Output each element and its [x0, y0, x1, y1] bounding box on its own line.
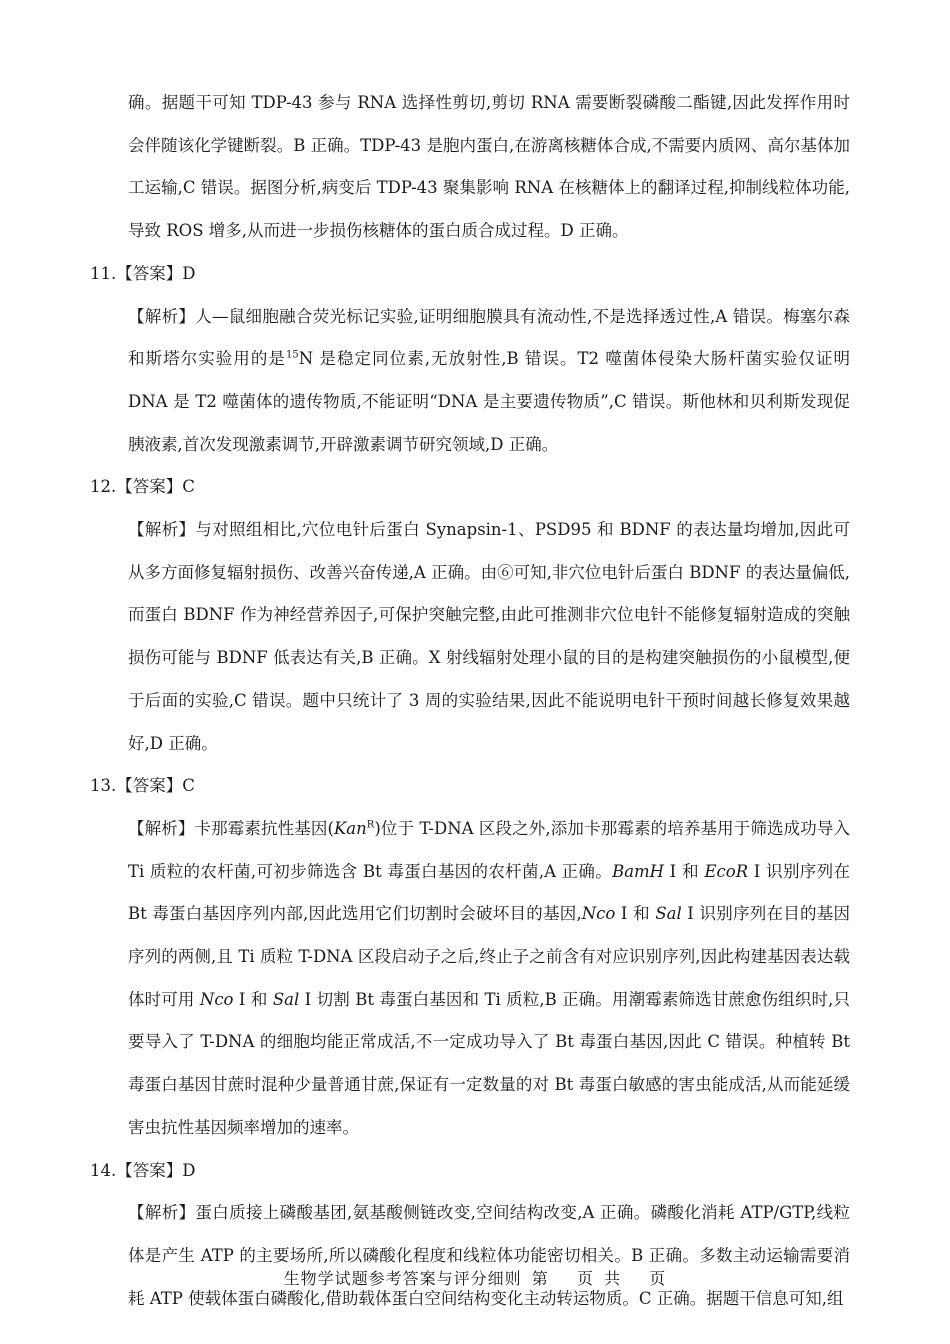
q14-analysis: 【解析】蛋白质接上磷酸基团,氨基酸侧链改变,空间结构改变,A 正确。磷酸化消耗 ATP/GTP,线粒体是产生 ATP 的主要场所,所以磷酸化程度和线粒体功能密切相关。B 正确。多数主动运输需要消耗 ATP 使载体蛋白磷酸化,借助载体蛋白空间结构变化主动转运物质。C 正确。据题干信息可知,组 [128, 1203, 850, 1308]
q13-answer: 13.【答案】C [90, 776, 195, 796]
sal-enzyme: Sal [655, 904, 682, 924]
ecor-enzyme: EcoR [704, 861, 749, 881]
q11-answer: 11.【答案】D [90, 263, 196, 283]
q11-analysis [90, 296, 850, 467]
q13-part3: Ⅰ 和 [664, 861, 705, 881]
q11-analysis-part1: 【解析】人—鼠细胞融合荧光标记实验,证明细胞膜具有流动性,不是选择透过性,A 错误。梅塞尔森和斯塔尔实验用的是 [128, 306, 850, 369]
q13-part4: Ⅰ 识别序列在 Bt 毒蛋白基因序列内部,因此选用它们切割时会破坏目的基因, [128, 861, 850, 924]
kan-superscript: R [366, 819, 375, 831]
q12-answer: 12.【答案】C [90, 477, 195, 497]
q14-answer: 14.【答案】D [90, 1160, 196, 1180]
footer-di: 第 [531, 1269, 549, 1288]
bamh-enzyme: BamH [612, 861, 665, 881]
q13-part8: Ⅰ 切割 Bt 毒蛋白基因和 Ti 质粒,B 正确。用潮霉素筛选甘蔗愈伤组织时,只要导入了 T-DNA 的细胞均能正常成活,不一定成功导入了 Bt 毒蛋白基因,因此 C 错误。种植转 Bt 毒蛋白基因甘蔗时混种少量普通甘蔗,保证有一定数量的对 Bt 毒蛋白敏感的害虫能成活,从而能延缓害虫抗性基因频率增加的速率。 [128, 989, 850, 1137]
q10-analysis-continued: 确。据题干可知 TDP-43 参与 RNA 选择性剪切,剪切 RNA 需要断裂磷酸二酯键,因此发挥作用时会伴随该化学键断裂。B 正确。TDP-43 是胞内蛋白,在游离核糖体合成,不需要内质网、高尔基体加工运输,C 错误。据图分析,病变后 TDP-43 聚集影响 RNA 在核糖体上的翻译过程,抑制线粒体功能,导致 ROS 增多,从而进一步损伤核糖体的蛋白质合成过程。D 正确。 [128, 93, 850, 241]
page-footer [0, 1266, 950, 1289]
kan-gene: Kan [333, 818, 367, 838]
footer-title: 生物学试题参考答案与评分细则 [283, 1269, 522, 1288]
document-body [90, 82, 850, 1320]
nco-enzyme: Nco [581, 904, 616, 924]
isotope-superscript: 15 [285, 349, 299, 361]
nco-enzyme-2: Nco [199, 989, 234, 1009]
q13-part5: Ⅰ 和 [615, 904, 656, 924]
q13-analysis [90, 808, 850, 1150]
footer-ye: 页 [576, 1269, 594, 1288]
q11-analysis-part2: N 是稳定同位素,无放射性,B 错误。T2 噬菌体侵染大肠杆菌实验仅证明 DNA 是 T2 噬菌体的遗传物质,不能证明“DNA 是主要遗传物质”,C 错误。斯他林和贝利斯发现促胰液素,首次发现激素调节,开辟激素调节研究领域,D 正确。 [128, 349, 851, 454]
q13-part7: Ⅰ 和 [233, 989, 273, 1009]
q13-part2: )位于 T-DNA 区段之外,添加卡那霉素的培养基用于筛选成功导入 Ti 质粒的农杆菌,可初步筛选含 Bt 毒蛋白基因的农杆菌,A 正确。 [128, 818, 850, 881]
footer-ye-2: 页 [649, 1269, 667, 1288]
footer-gong: 共 [604, 1269, 622, 1288]
q13-part6: Ⅰ 识别序列在目的基因序列的两侧,且 Ti 质粒 T-DNA 区段启动子之后,终止子之前含有对应识别序列,因此构建基因表达载体时可用 [128, 904, 850, 1009]
q13-part1: 【解析】卡那霉素抗性基因( [128, 818, 334, 838]
q12-analysis: 【解析】与对照组相比,穴位电针后蛋白 Synapsin-1、PSD95 和 BDNF 的表达量均增加,因此可从多方面修复辐射损伤、改善兴奋传递,A 正确。由⑥可知,非穴位电针后蛋白 BDNF 的表达量偏低,而蛋白 BDNF 作为神经营养因子,可保护突触完整,由此可推测非穴位电针不能修复辐射造成的突触损伤可能与 BDNF 低表达有关,B 正确。X 射线辐射处理小鼠的目的是构建突触损伤的小鼠模型,便于后面的实验,C 错误。题中只统计了 3 周的实验结果,因此不能说明电针干预时间越长修复效果越好,D 正确。 [128, 520, 850, 753]
sal-enzyme-2: Sal [272, 989, 300, 1009]
